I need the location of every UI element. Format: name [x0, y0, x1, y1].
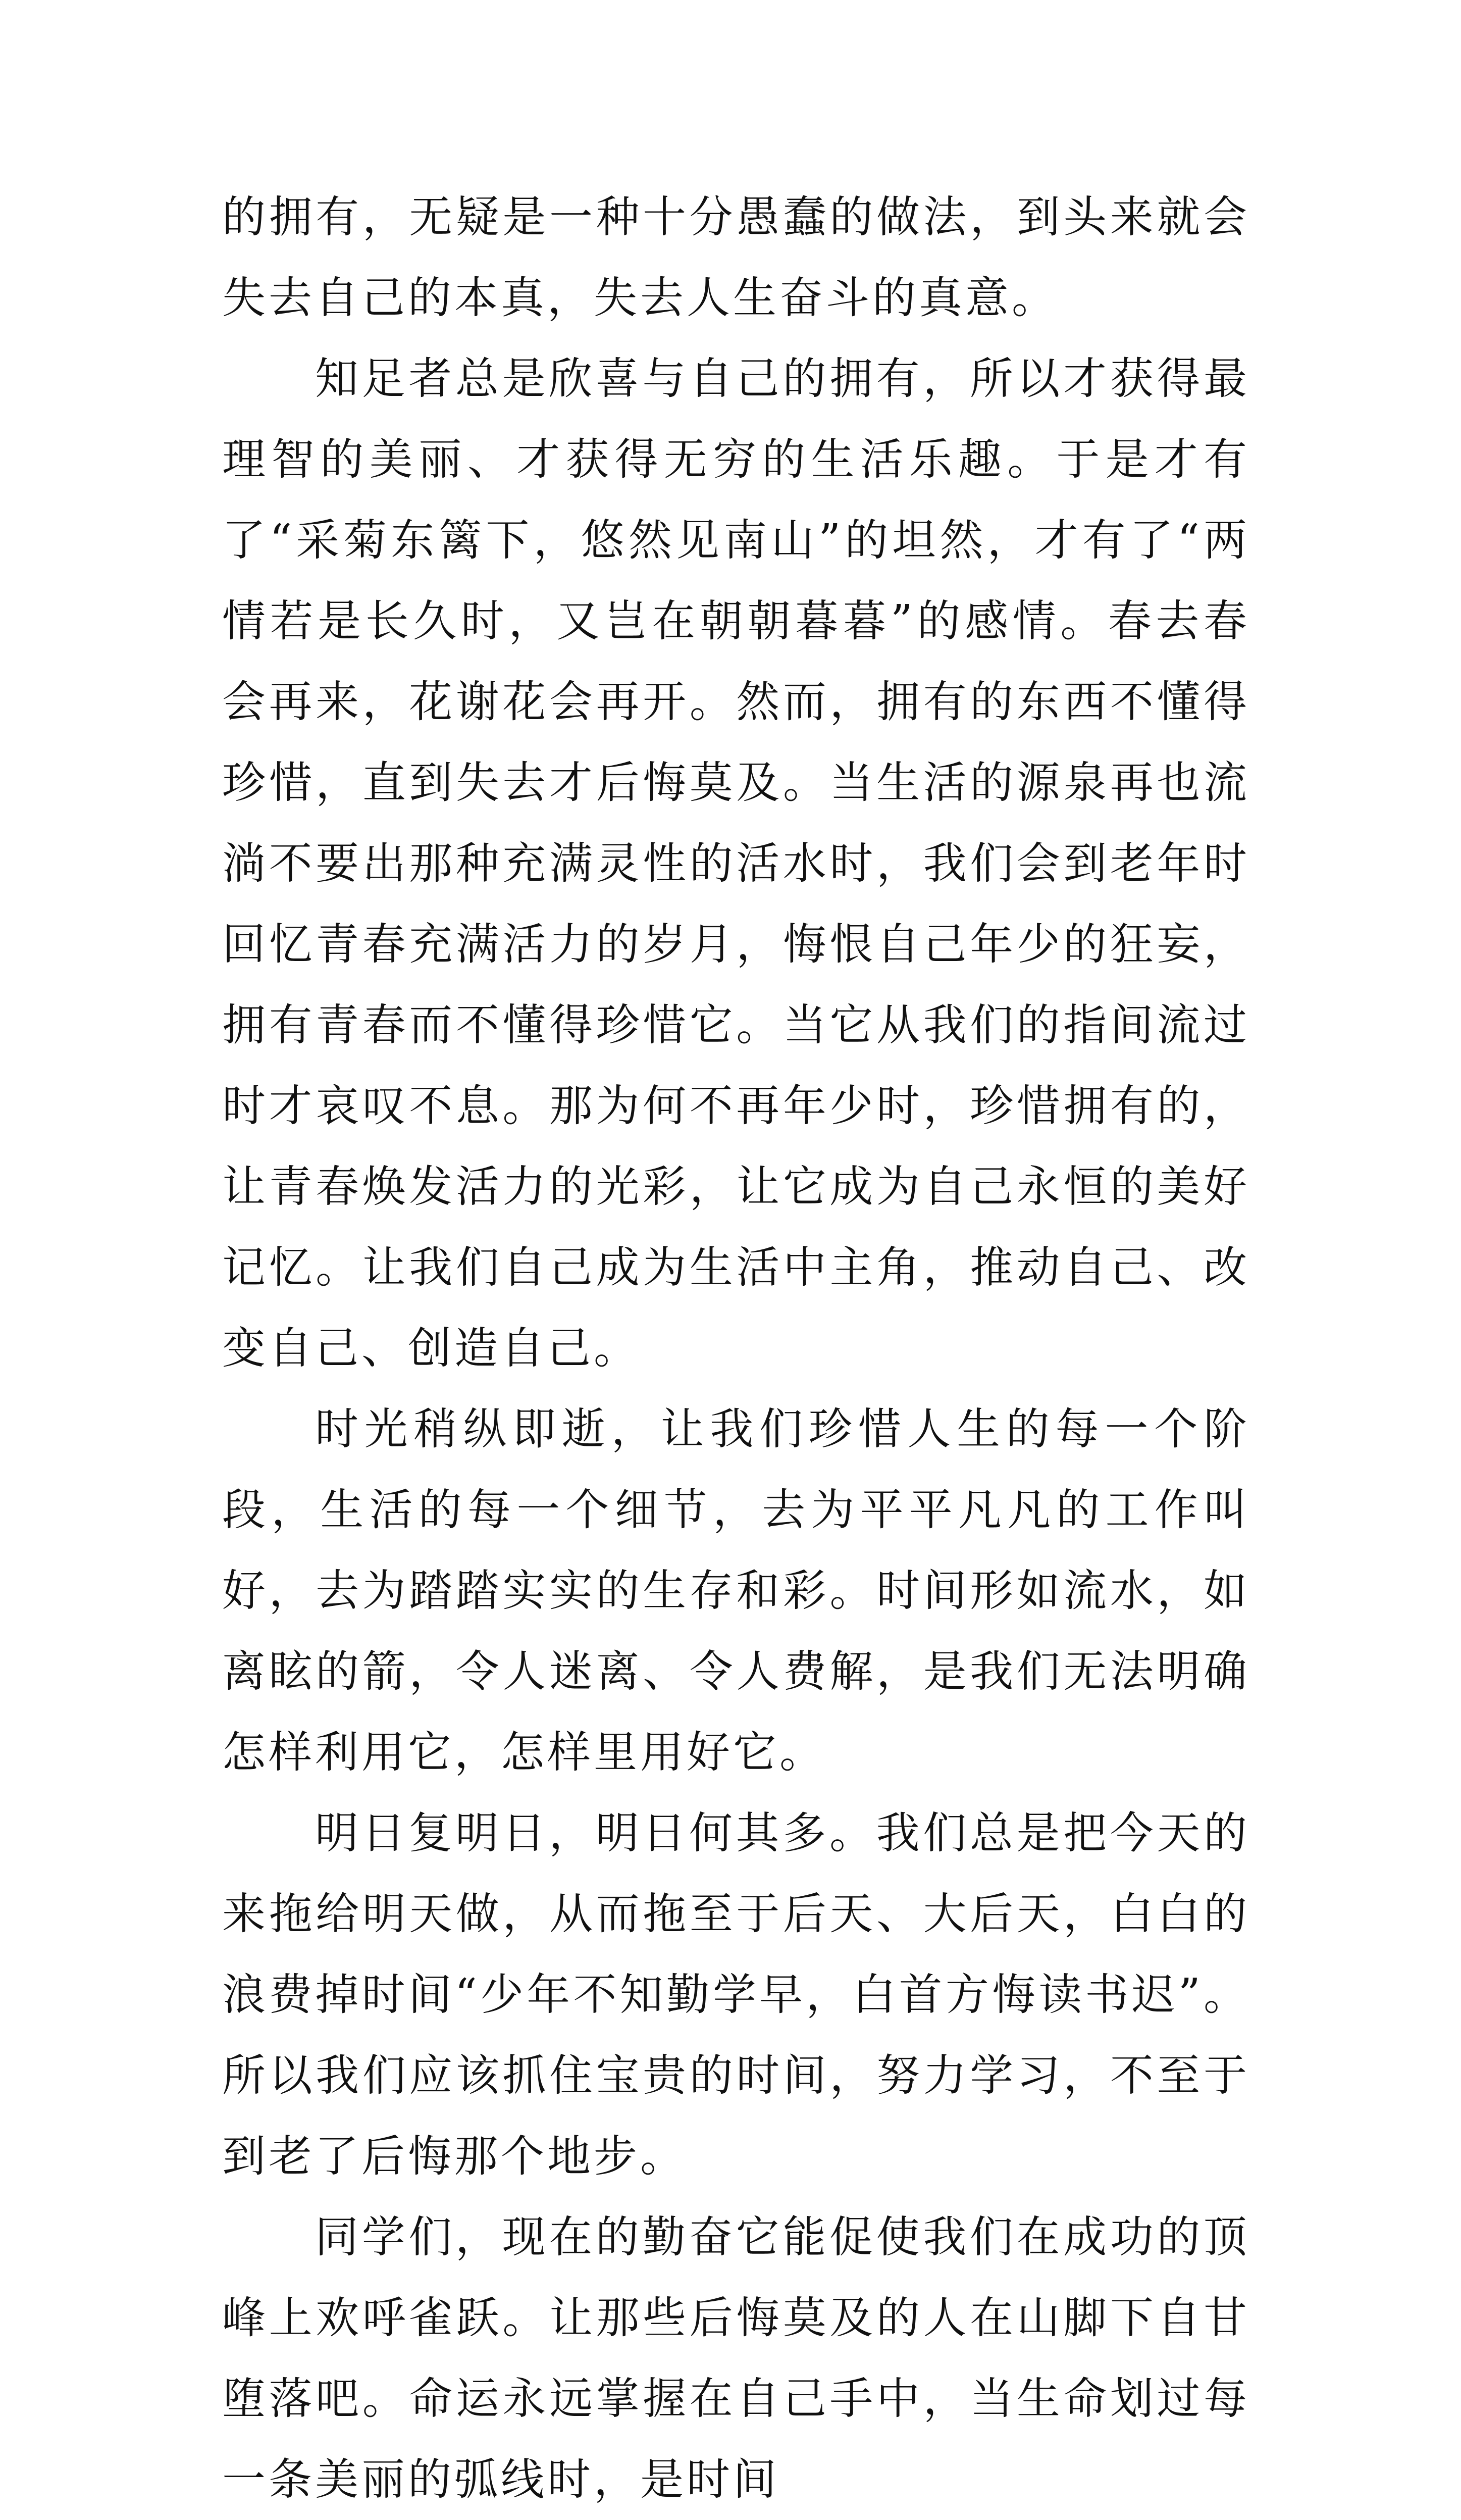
document-body [222, 177, 1250, 2520]
paragraph-5: 同学们，现在的勤奋它能促使我们在成功的顶峰上欢呼雀跃。让那些后悔莫及的人在山脚下自甘堕落吧。命运永远掌握在自己手中，当生命划过每一条美丽的弧线时，是时间 [222, 2212, 1250, 2505]
paragraph-4: 明日复明日，明日何其多。我们总是把今天的来拖给明天做，从而拖至于后天、大后天，白白的浪费掉时间“少年不知勤学早，白首方悔读书迟”。所以我们应该抓住宝贵的时间，努力学习，不至于到老了后悔那个地步。 [222, 1808, 1250, 2182]
paragraph-1: 的拥有，无疑是一种十分愚蠢的做法，到头来就会失去自己的本真，失去人生奋斗的真意。 [222, 192, 1250, 323]
paragraph-2: 知足者总是欣喜与自己的拥有，所以才获得最理智的美丽、才获得无穷的生活乐趣。于是才有了“采菊东篱下，悠然见南山”的坦然，才有了“两情若是长久时，又岂在朝朝暮暮”的感情。春去春会再来，花谢花会再开。然而，拥有的东西不懂得珍惜，直到失去才后悔莫及。当生活的源泉再也流淌不要出那种充满灵性的活水时，我们会到老年时回忆青春充满活力的岁月，悔恨自己年少的狂妄，拥有青春而不懂得珍惜它。当它从我们的指间流过时才哀叹不息。那为何不再年少时，珍惜拥有的，让青春焕发活力的光彩，让它成为自己永恒的美好记忆。让我们自己成为生活中主角，推动自己、改变自己、创造自己。 [222, 354, 1250, 1374]
paragraph-3: 时光稍纵即逝，让我们珍惜人生的每一个阶段，生活的每一个细节，去为平平凡凡的工作叫好，去为踏踏实实的生存和彩。时间形如流水，如离眩的箭，令人迷离、令人费解，是我们无法明确怎样利用它，怎样里用好它。 [222, 1404, 1250, 1778]
